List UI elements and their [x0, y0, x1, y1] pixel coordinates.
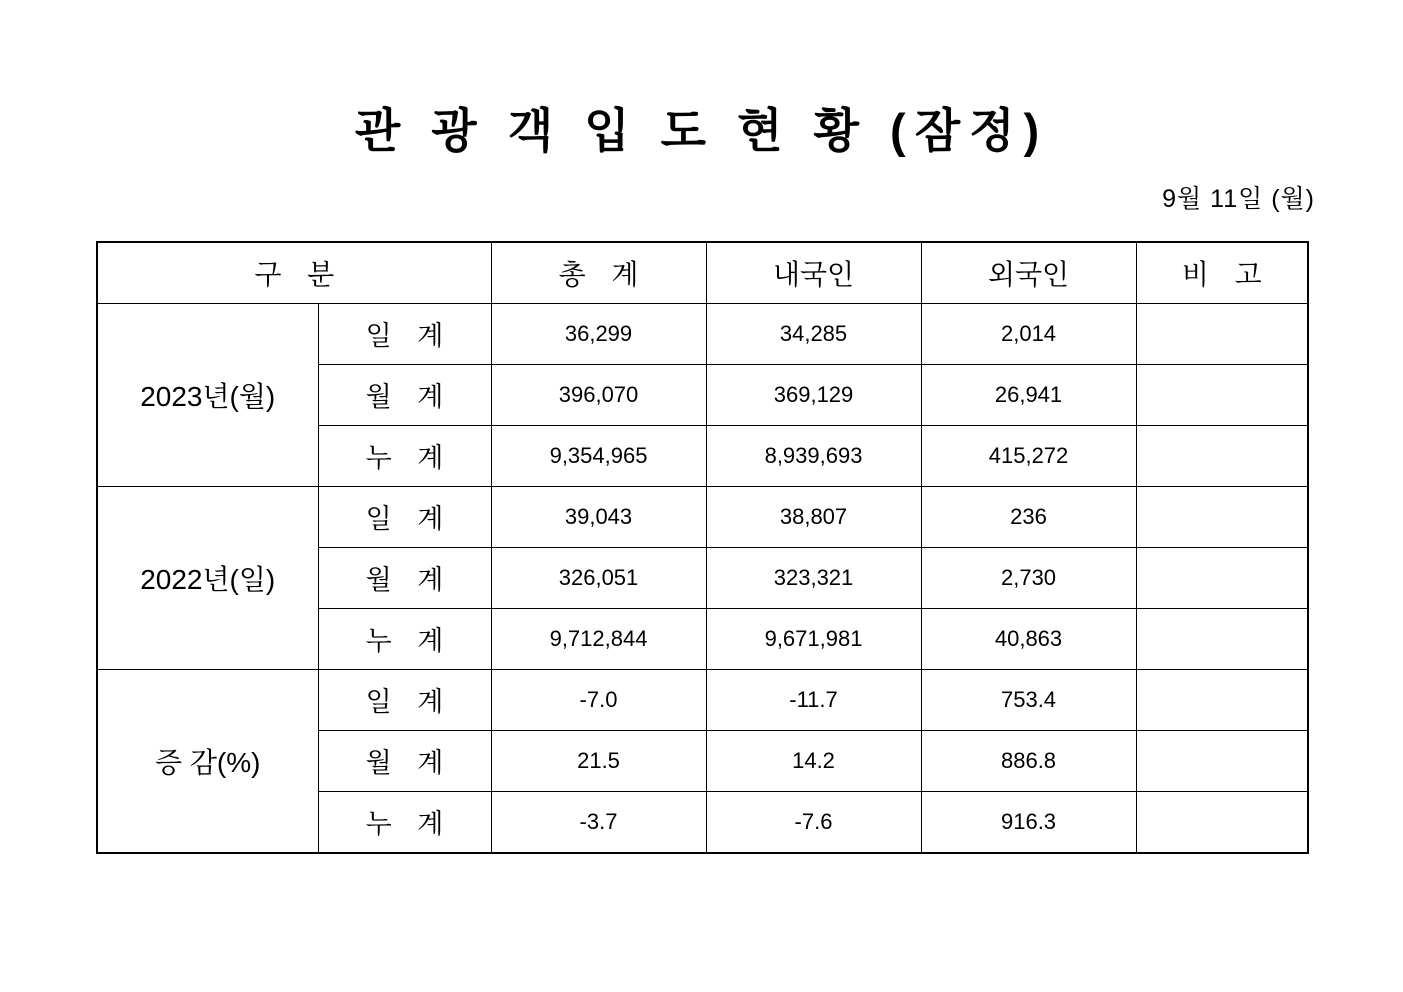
- row-sub-label: 일 계: [318, 303, 491, 364]
- cell-total: 9,712,844: [491, 608, 706, 669]
- cell-domestic: 14.2: [706, 730, 921, 791]
- cell-domestic: 38,807: [706, 486, 921, 547]
- cell-domestic: -7.6: [706, 791, 921, 853]
- cell-domestic: 8,939,693: [706, 425, 921, 486]
- cell-note: [1136, 303, 1308, 364]
- cell-note: [1136, 547, 1308, 608]
- cell-foreign: 236: [921, 486, 1136, 547]
- cell-total: 326,051: [491, 547, 706, 608]
- cell-total: -3.7: [491, 791, 706, 853]
- cell-note: [1136, 669, 1308, 730]
- row-sub-label: 월 계: [318, 364, 491, 425]
- table-header-row: [97, 242, 1308, 304]
- cell-note: [1136, 364, 1308, 425]
- cell-note: [1136, 730, 1308, 791]
- table-row: [97, 669, 1308, 730]
- cell-total: 396,070: [491, 364, 706, 425]
- cell-domestic: -11.7: [706, 669, 921, 730]
- row-sub-label: 누 계: [318, 791, 491, 853]
- cell-foreign: 753.4: [921, 669, 1136, 730]
- cell-note: [1136, 486, 1308, 547]
- report-date: 9월 11일 (월): [1162, 184, 1315, 213]
- column-header-domestic: 내국인: [706, 242, 921, 304]
- cell-note: [1136, 608, 1308, 669]
- cell-total: 21.5: [491, 730, 706, 791]
- cell-domestic: 9,671,981: [706, 608, 921, 669]
- cell-foreign: 2,014: [921, 303, 1136, 364]
- column-header-division: 구 분: [97, 242, 491, 304]
- row-sub-label: 누 계: [318, 608, 491, 669]
- cell-foreign: 415,272: [921, 425, 1136, 486]
- table-container: [0, 241, 1403, 854]
- cell-domestic: 34,285: [706, 303, 921, 364]
- row-sub-label: 일 계: [318, 669, 491, 730]
- row-group-label: 2022년(일): [97, 486, 318, 669]
- cell-note: [1136, 425, 1308, 486]
- table-row: [97, 303, 1308, 364]
- cell-foreign: 2,730: [921, 547, 1136, 608]
- cell-foreign: 40,863: [921, 608, 1136, 669]
- column-header-total: 총 계: [491, 242, 706, 304]
- row-sub-label: 일 계: [318, 486, 491, 547]
- cell-foreign: 916.3: [921, 791, 1136, 853]
- column-header-note: 비 고: [1136, 242, 1308, 304]
- column-header-foreign: 외국인: [921, 242, 1136, 304]
- cell-total: 9,354,965: [491, 425, 706, 486]
- cell-total: 36,299: [491, 303, 706, 364]
- cell-foreign: 26,941: [921, 364, 1136, 425]
- cell-foreign: 886.8: [921, 730, 1136, 791]
- cell-total: -7.0: [491, 669, 706, 730]
- table-row: [97, 486, 1308, 547]
- table-header: [97, 242, 1308, 304]
- cell-domestic: 323,321: [706, 547, 921, 608]
- cell-total: 39,043: [491, 486, 706, 547]
- tourist-arrivals-table: [96, 241, 1309, 854]
- table-body: [97, 303, 1308, 853]
- row-sub-label: 누 계: [318, 425, 491, 486]
- cell-note: [1136, 791, 1308, 853]
- row-sub-label: 월 계: [318, 547, 491, 608]
- page-title: 관 광 객 입 도 현 황 (잠정): [354, 104, 1049, 157]
- row-sub-label: 월 계: [318, 730, 491, 791]
- row-group-label: 증 감(%): [97, 669, 318, 853]
- row-group-label: 2023년(월): [97, 303, 318, 486]
- cell-domestic: 369,129: [706, 364, 921, 425]
